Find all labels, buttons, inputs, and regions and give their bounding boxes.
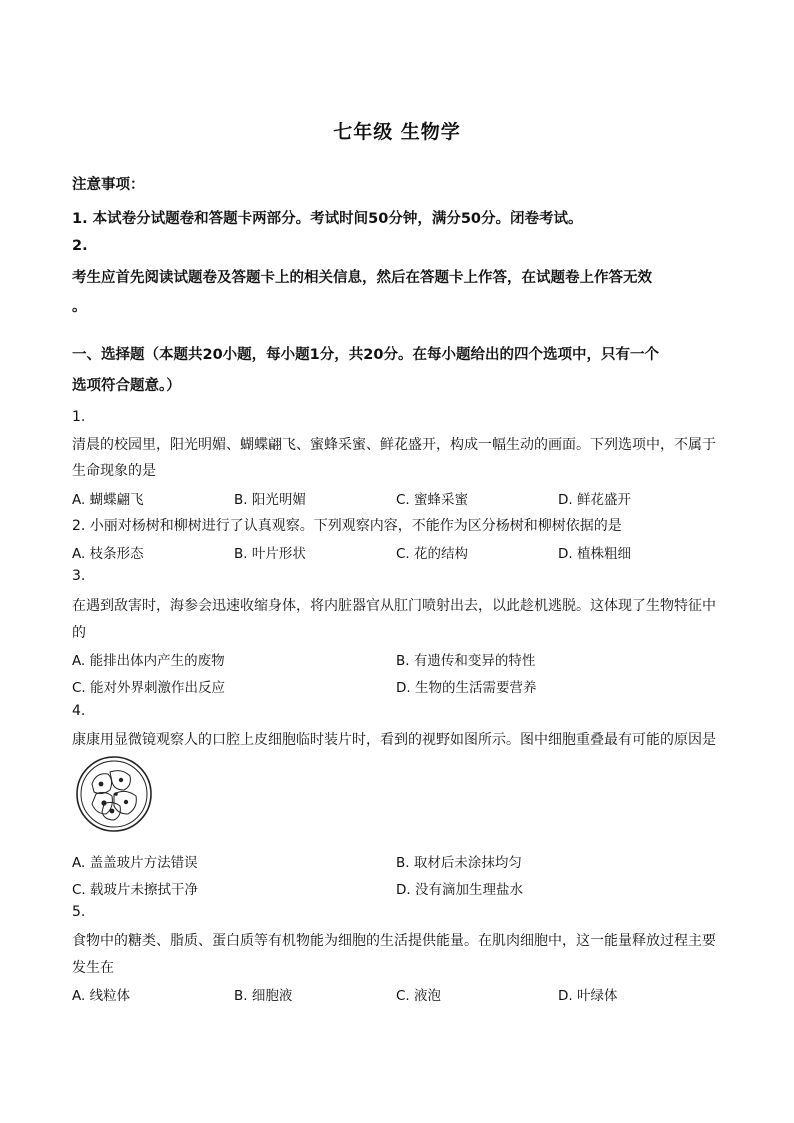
question-number: 1. (72, 409, 86, 425)
option-d[interactable]: D. 鲜花盛开 (558, 492, 631, 508)
option-b[interactable]: B. 细胞液 (234, 988, 293, 1004)
option-c[interactable]: C. 载玻片未擦拭干净 (72, 882, 199, 898)
option-b[interactable]: B. 叶片形状 (234, 546, 306, 562)
option-b[interactable]: B. 阳光明媚 (234, 492, 306, 508)
option-a[interactable]: A. 线粒体 (72, 988, 131, 1004)
question-stem-line: 在遇到敌害时，海参会迅速收缩身体，将内脏器官从肛门喷射出去，以此趁机逃脱。这体现了生物特征中 (72, 598, 716, 614)
option-b[interactable]: B. 有遗传和变异的特性 (396, 653, 536, 669)
notice-heading: 注意事项： (72, 177, 145, 193)
option-c[interactable]: C. 蜜蜂采蜜 (396, 492, 469, 508)
option-a[interactable]: A. 能排出体内产生的废物 (72, 653, 225, 669)
option-d[interactable]: D. 植株粗细 (558, 546, 631, 562)
option-a[interactable]: A. 枝条形态 (72, 546, 144, 562)
question-number: 4. (72, 703, 86, 719)
notice-item-2-text: 考生应首先阅读试题卷及答题卡上的相关信息，然后在答题卡上作答，在试题卷上作答无效 (72, 270, 652, 286)
option-b[interactable]: B. 取材后未涂抹均匀 (396, 855, 522, 871)
question-number: 5. (72, 904, 86, 920)
question-stem-line: 生命现象的是 (72, 463, 156, 479)
section-heading-line-2: 选项符合题意。） (72, 378, 181, 394)
option-c[interactable]: C. 能对外界刺激作出反应 (72, 680, 226, 696)
notice-item-2-number: 2. (72, 238, 88, 254)
question-number: 3. (72, 568, 86, 584)
option-a[interactable]: A. 蝴蝶翩飞 (72, 492, 144, 508)
microscope-field-figure (74, 754, 154, 834)
option-d[interactable]: D. 叶绿体 (558, 988, 618, 1004)
notice-item-1: 1. 本试卷分试题卷和答题卡两部分。考试时间50分钟，满分50分。闭卷考试。 (72, 211, 583, 227)
question-stem-line: 食物中的糖类、脂质、蛋白质等有机物能为细胞的生活提供能量。在肌肉细胞中，这一能量释放过程主要 (72, 933, 716, 949)
page-title: 七年级 生物学 (333, 121, 461, 143)
question-stem-line: 清晨的校园里，阳光明媚、蝴蝶翩飞、蜜蜂采蜜、鲜花盛开，构成一幅生动的画面。下列选项中，不属于 (72, 437, 716, 453)
section-heading-line-1: 一、选择题（本题共20小题，每小题1分，共20分。在每小题给出的四个选项中，只有一个 (72, 347, 659, 363)
option-c[interactable]: C. 液泡 (396, 988, 442, 1004)
question-stem-line: 的 (72, 625, 86, 641)
option-d[interactable]: D. 生物的生活需要营养 (396, 680, 537, 696)
question-stem-line: 发生在 (72, 960, 114, 976)
question-stem-line: 2. 小丽对杨树和柳树进行了认真观察。下列观察内容，不能作为区分杨树和柳树依据的是 (72, 518, 622, 534)
option-a[interactable]: A. 盖盖玻片方法错误 (72, 855, 198, 871)
notice-item-2-end: 。 (72, 299, 87, 315)
option-d[interactable]: D. 没有滴加生理盐水 (396, 882, 523, 898)
question-stem-line: 康康用显微镜观察人的口腔上皮细胞临时装片时，看到的视野如图所示。图中细胞重叠最有可能的原因是 (72, 732, 716, 748)
option-c[interactable]: C. 花的结构 (396, 546, 469, 562)
